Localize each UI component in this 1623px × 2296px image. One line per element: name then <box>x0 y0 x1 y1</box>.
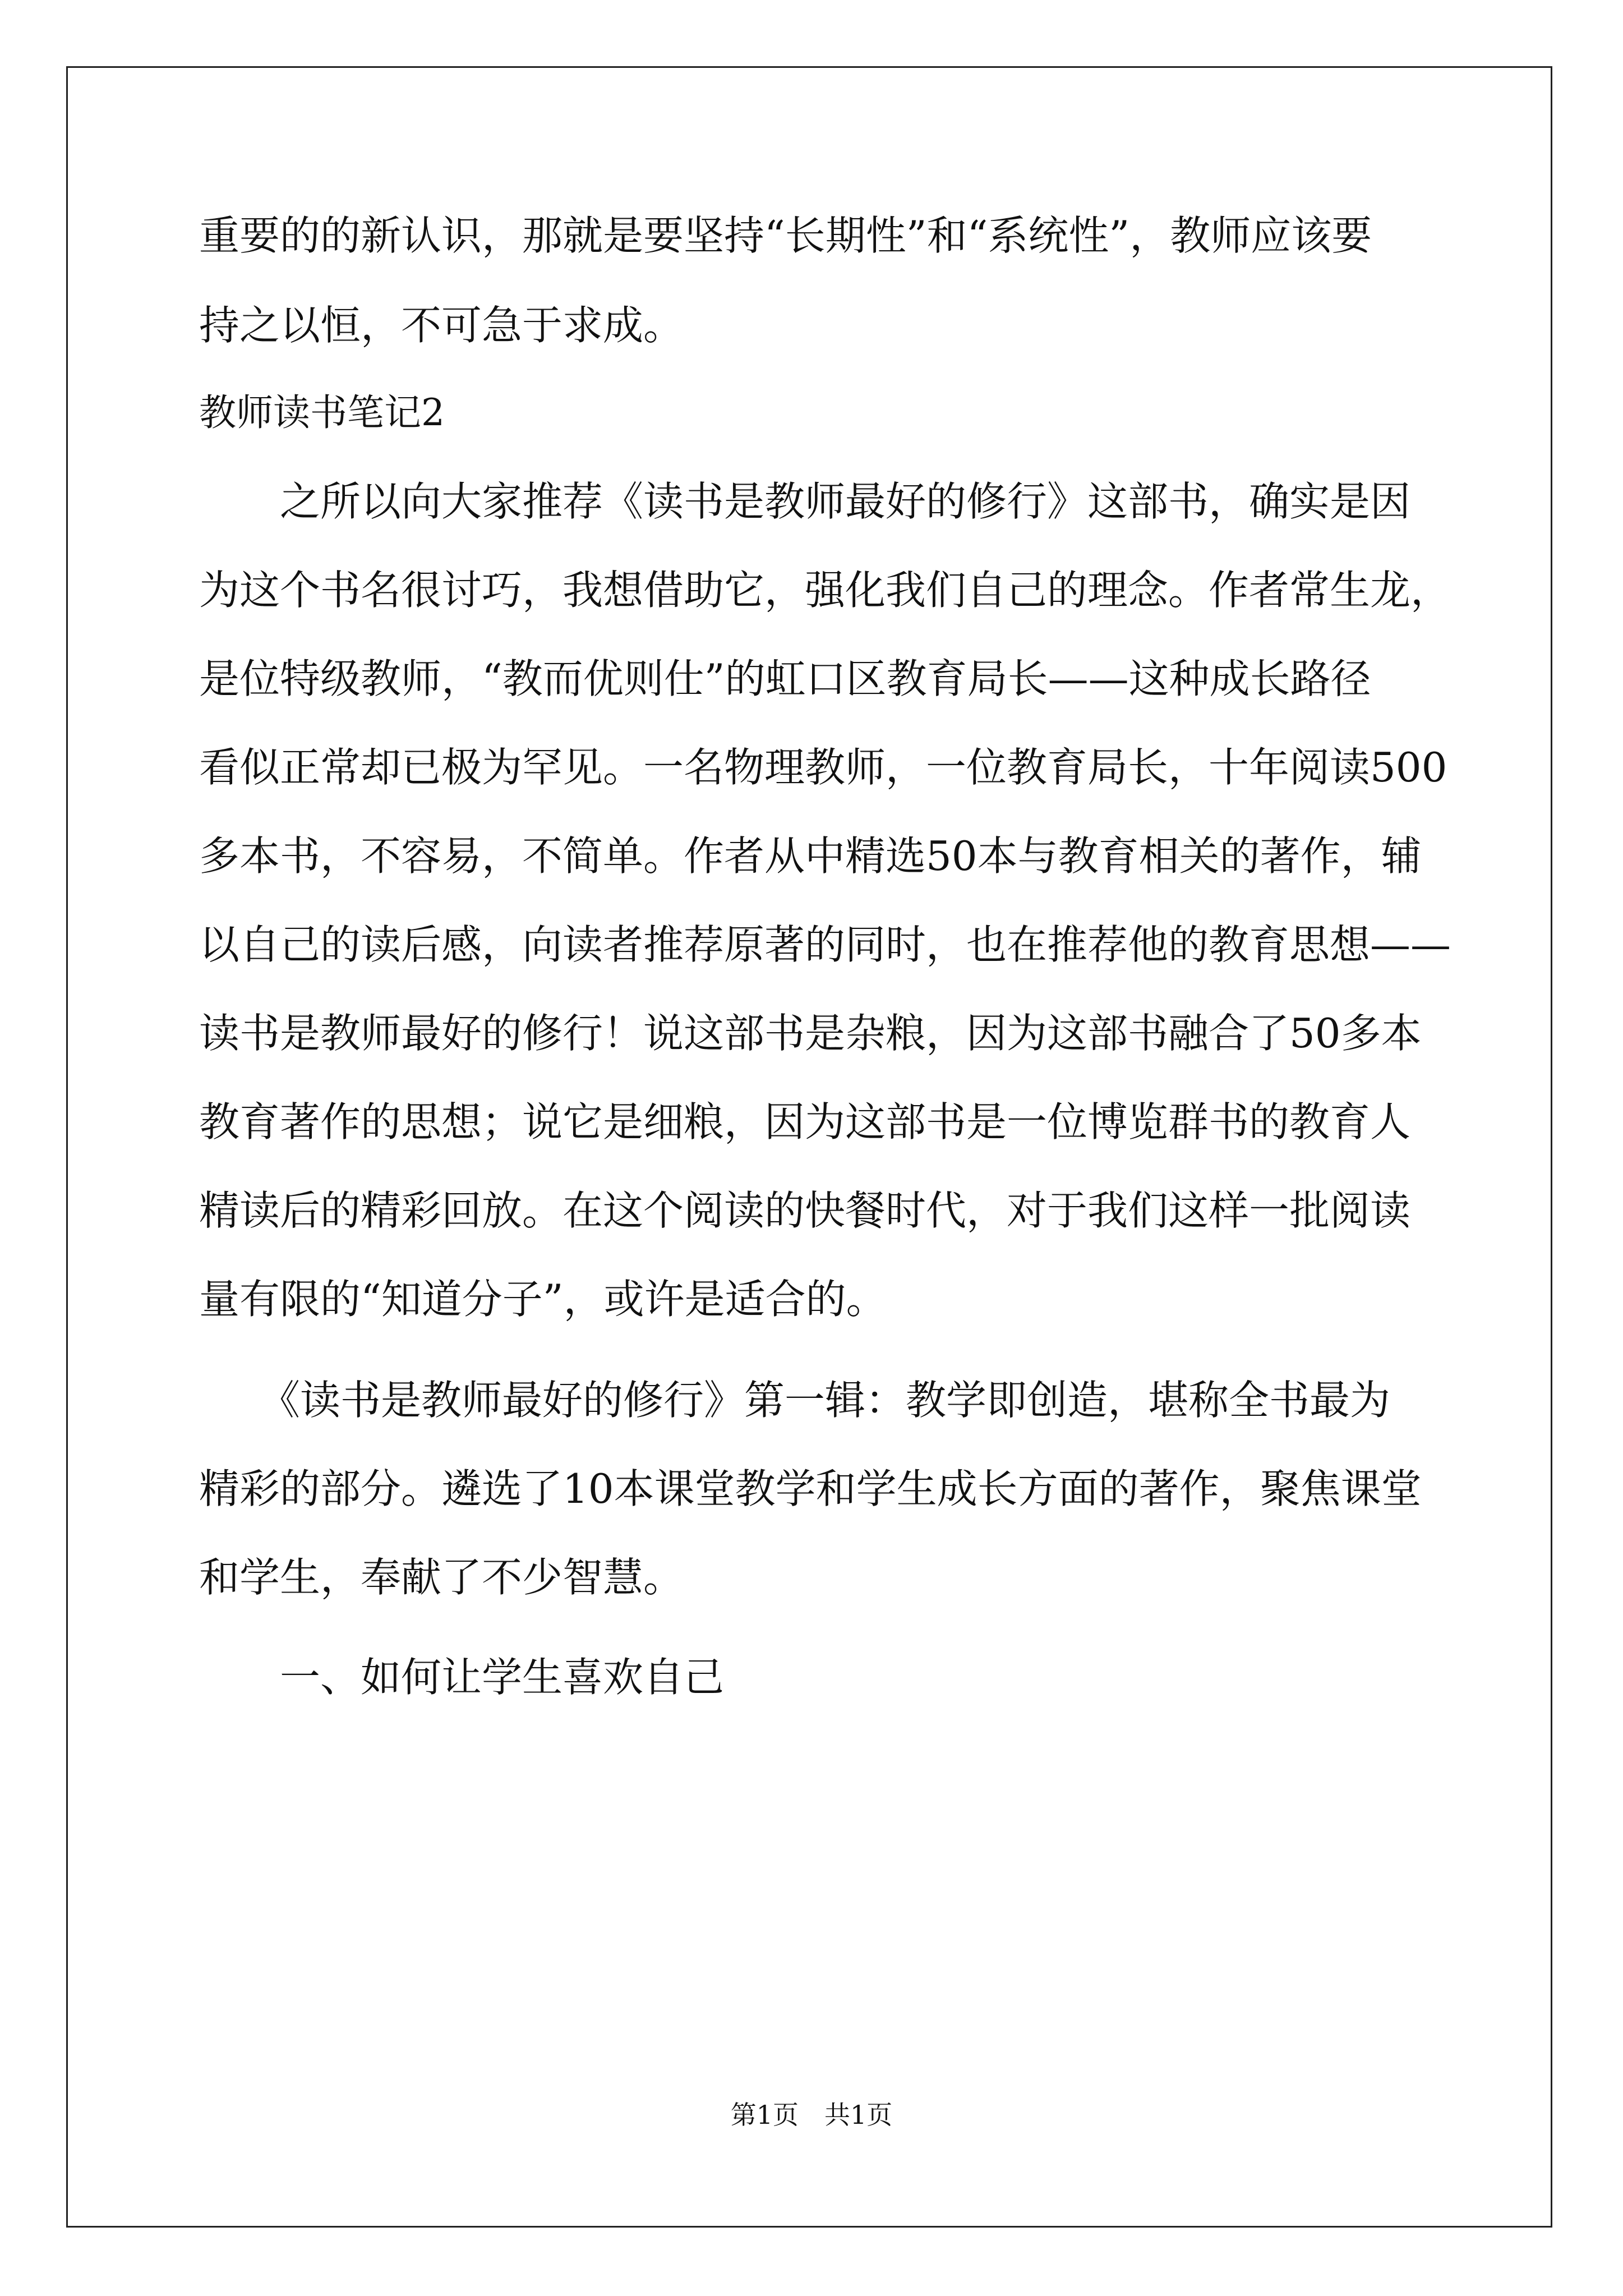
subheading: 一、如何让学生喜欢自己 <box>199 1654 725 1701</box>
body-line: 是位特级教师，“教而优则仕”的虹口区教育局长——这种成长路径 <box>199 655 1371 702</box>
body-line: 精彩的部分。遴选了10本课堂教学和学生成长方面的著作，聚焦课堂 <box>199 1465 1422 1512</box>
body-line: 之所以向大家推荐《读书是教师最好的修行》这部书，确实是因 <box>199 478 1411 525</box>
document-body <box>199 208 1451 1705</box>
body-line: 多本书，不容易，不简单。作者从中精选50本与教育相关的著作，辅 <box>199 832 1422 880</box>
section-title: 教师读书笔记2 <box>199 391 445 434</box>
body-line: 持之以恒，不可急于求成。 <box>199 302 684 349</box>
page-number-footer: 第1页 共1页 <box>730 2100 893 2130</box>
body-line: 读书是教师最好的修行！说这部书是杂粮，因为这部书融合了50多本 <box>199 1010 1422 1057</box>
body-line: 教育著作的思想；说它是细粮，因为这部书是一位博览群书的教育人 <box>199 1098 1411 1145</box>
body-line: 精读后的精彩回放。在这个阅读的快餐时代，对于我们这样一批阅读 <box>199 1187 1411 1234</box>
body-line: 量有限的“知道分子”，或许是适合的。 <box>199 1276 887 1323</box>
body-line: 《读书是教师最好的修行》第一辑：教学即创造，堪称全书最为 <box>199 1377 1391 1424</box>
body-line: 以自己的读后感，向读者推荐原著的同时，也在推荐他的教育思想—— <box>199 921 1451 968</box>
body-line: 和学生，奉献了不少智慧。 <box>199 1554 684 1601</box>
body-line: 为这个书名很讨巧，我想借助它，强化我们自己的理念。作者常生龙， <box>199 567 1451 614</box>
body-line: 重要的的新认识，那就是要坚持“长期性”和“系统性”，教师应该要 <box>199 212 1372 259</box>
body-line: 看似正常却已极为罕见。一名物理教师，一位教育局长，十年阅读500 <box>199 744 1447 791</box>
